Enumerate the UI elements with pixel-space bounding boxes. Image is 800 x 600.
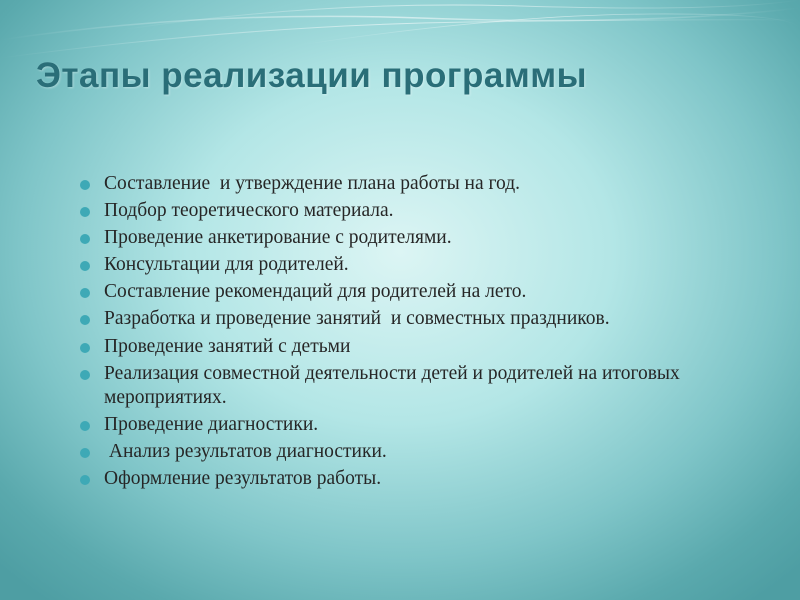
list-item-text: Составление рекомендаций для родителей на лето. — [104, 281, 527, 303]
list-item — [80, 362, 760, 411]
bullet-icon — [80, 207, 90, 217]
list-item — [80, 467, 760, 492]
bullet-icon — [80, 475, 90, 485]
list-item — [80, 307, 760, 332]
list-item-text: Оформление результатов работы. — [104, 468, 382, 490]
bullet-icon — [80, 180, 90, 190]
list-item-text: Реализация совместной деятельности детей и родителей на итоговых мероприятиях. — [104, 362, 685, 409]
bullet-icon — [80, 343, 90, 353]
list-item-text: Подбор теоретического материала. — [104, 200, 394, 222]
list-item — [80, 440, 760, 465]
bullet-icon — [80, 234, 90, 244]
stages-list — [80, 172, 760, 495]
list-item-text: Проведение анкетирование с родителями. — [104, 227, 452, 249]
bullet-icon — [80, 421, 90, 431]
list-item-text: Проведение диагностики. — [104, 414, 319, 436]
list-item — [80, 280, 760, 305]
bullet-icon — [80, 370, 90, 380]
list-item — [80, 226, 760, 251]
list-item — [80, 199, 760, 224]
list-item-text: Анализ результатов диагностики. — [104, 441, 387, 463]
list-item — [80, 172, 760, 197]
list-item — [80, 413, 760, 438]
list-item-text: Проведение занятий с детьми — [104, 335, 351, 357]
bullet-icon — [80, 288, 90, 298]
bullet-icon — [80, 261, 90, 271]
list-item — [80, 335, 760, 360]
list-item — [80, 253, 760, 278]
list-item-text: Разработка и проведение занятий и совместных праздников. — [104, 308, 610, 330]
bullet-icon — [80, 315, 90, 325]
slide-title: Этапы реализации программы — [36, 56, 587, 95]
list-item-text: Составление и утверждение плана работы на год. — [104, 173, 521, 194]
list-item-text: Консультации для родителей. — [104, 254, 349, 276]
bullet-icon — [80, 448, 90, 458]
